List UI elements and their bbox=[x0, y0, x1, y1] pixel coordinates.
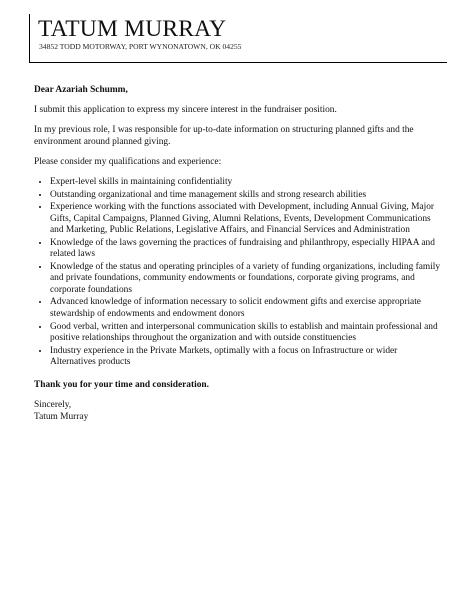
signature-name: Tatum Murray bbox=[34, 411, 89, 422]
applicant-name: TATUM MURRAY bbox=[38, 16, 227, 42]
letter-header bbox=[29, 14, 447, 63]
signoff: Sincerely, bbox=[34, 399, 72, 410]
qualification-item: • Outstanding organizational and time management skills and strong research abilities bbox=[50, 189, 444, 202]
qualifications-intro: Please consider my qualifications and experience: bbox=[34, 157, 222, 167]
qualification-item: • Advanced knowledge of information necessary to solicit endowment gifts and exercise appropriate stewardship of endowments and endowment donors bbox=[50, 296, 444, 320]
intro-paragraph: I submit this application to express my sincere interest in the fundraiser position. bbox=[34, 105, 337, 115]
experience-paragraph: In my previous role, I was responsible for up-to-date information on structuring planned gifts and the environment around planned giving. bbox=[34, 125, 414, 147]
qualification-item: • Knowledge of the status and operating principles of a variety of funding organizations, including family and private foundations, community endowments or foundations, corporate giving programs, and corporate foundations bbox=[50, 261, 444, 297]
qualification-item: • Good verbal, written and interpersonal communication skills to establish and maintain professional and positive relationships throughout the organization and with outside constituencies bbox=[50, 321, 444, 345]
letter-body bbox=[34, 84, 444, 423]
applicant-address: 34852 TODD MOTORWAY, PORT WYNONATOWN, OK 04255 bbox=[39, 42, 242, 51]
qualification-item: • Industry experience in the Private Markets, optimally with a focus on Infrastructure or wider Alternatives products bbox=[50, 345, 444, 369]
qualification-item: • Expert-level skills in maintaining confidentiality bbox=[50, 176, 444, 189]
qualification-item: • Knowledge of the laws governing the practices of fundraising and philanthropy, especially HIPAA and related laws bbox=[50, 237, 444, 261]
qualification-item: • Experience working with the functions associated with Development, including Annual Giving, Major Gifts, Capital Campaigns, Planned Giving, Alumni Relations, Events, Development Communications and Marketing, Public Relations, Legislative Affairs, and Financial Services and Administration bbox=[50, 201, 444, 237]
salutation: Dear Azariah Schumm, bbox=[34, 85, 128, 95]
closing-line: Thank you for your time and consideration. bbox=[34, 379, 209, 390]
qualifications-list bbox=[34, 176, 444, 369]
